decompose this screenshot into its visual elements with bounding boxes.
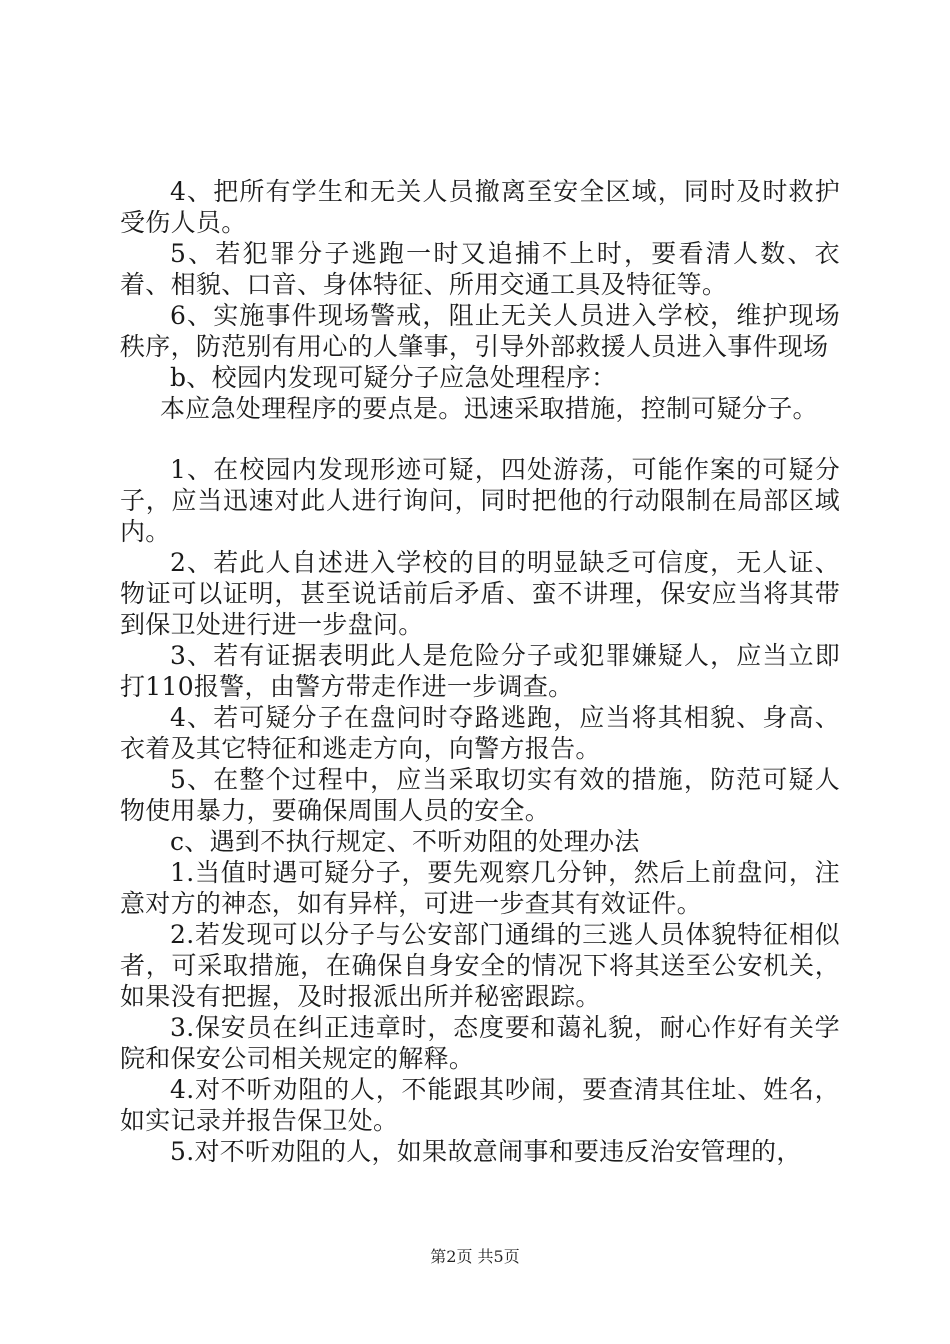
paragraph: 3.保安员在纠正违章时，态度要和蔼礼貌，耐心作好有关学院和保安公司相关规定的解释。 bbox=[120, 1013, 840, 1073]
key-point-paragraph: 本应急处理程序的要点是。迅速采取措施，控制可疑分子。 bbox=[160, 394, 818, 423]
paragraph: 3、若有证据表明此人是危险分子或犯罪嫌疑人，应当立即打110报警，由警方带走作进一步调查。 bbox=[120, 641, 840, 701]
paragraph: 6、实施事件现场警戒，阻止无关人员进入学校，维护现场秩序，防范别有用心的人肇事，引导外部救援人员进入事件现场 bbox=[120, 301, 840, 361]
paragraph-gap bbox=[120, 424, 840, 454]
paragraph: 4、把所有学生和无关人员撤离至安全区域，同时及时救护受伤人员。 bbox=[120, 177, 840, 237]
document-body bbox=[120, 176, 840, 1167]
page-footer bbox=[0, 1244, 950, 1267]
paragraph: 5、若犯罪分子逃跑一时又追捕不上时，要看清人数、衣着、相貌、口音、身体特征、所用交通工具及特征等。 bbox=[120, 239, 840, 299]
paragraph: 4.对不听劝阻的人，不能跟其吵闹，要查清其住址、姓名，如实记录并报告保卫处。 bbox=[120, 1075, 840, 1135]
paragraph: 1、在校园内发现形迹可疑，四处游荡，可能作案的可疑分子，应当迅速对此人进行询问，同时把他的行动限制在局部区域内。 bbox=[120, 455, 840, 546]
page-indicator: 第2页 共5页 bbox=[430, 1247, 520, 1266]
paragraph: 2.若发现可以分子与公安部门通缉的三逃人员体貌特征相似者，可采取措施，在确保自身安全的情况下将其送至公安机关，如果没有把握，及时报派出所并秘密跟踪。 bbox=[120, 920, 840, 1011]
paragraph: 1.当值时遇可疑分子，要先观察几分钟，然后上前盘问，注意对方的神态，如有异样，可进一步查其有效证件。 bbox=[120, 858, 840, 918]
paragraph: 5、在整个过程中，应当采取切实有效的措施，防范可疑人物使用暴力，要确保周围人员的安全。 bbox=[120, 765, 840, 825]
section-heading: c、遇到不执行规定、不听劝阻的处理办法 bbox=[170, 827, 640, 856]
paragraph: 4、若可疑分子在盘问时夺路逃跑，应当将其相貌、身高、衣着及其它特征和逃走方向，向警方报告。 bbox=[120, 703, 840, 763]
section-heading: b、校园内发现可疑分子应急处理程序： bbox=[170, 363, 617, 392]
paragraph: 5.对不听劝阻的人，如果故意闹事和要违反治安管理的， bbox=[170, 1137, 802, 1166]
paragraph: 2、若此人自述进入学校的目的明显缺乏可信度，无人证、物证可以证明，甚至说话前后矛盾、蛮不讲理，保安应当将其带到保卫处进行进一步盘问。 bbox=[120, 548, 840, 639]
